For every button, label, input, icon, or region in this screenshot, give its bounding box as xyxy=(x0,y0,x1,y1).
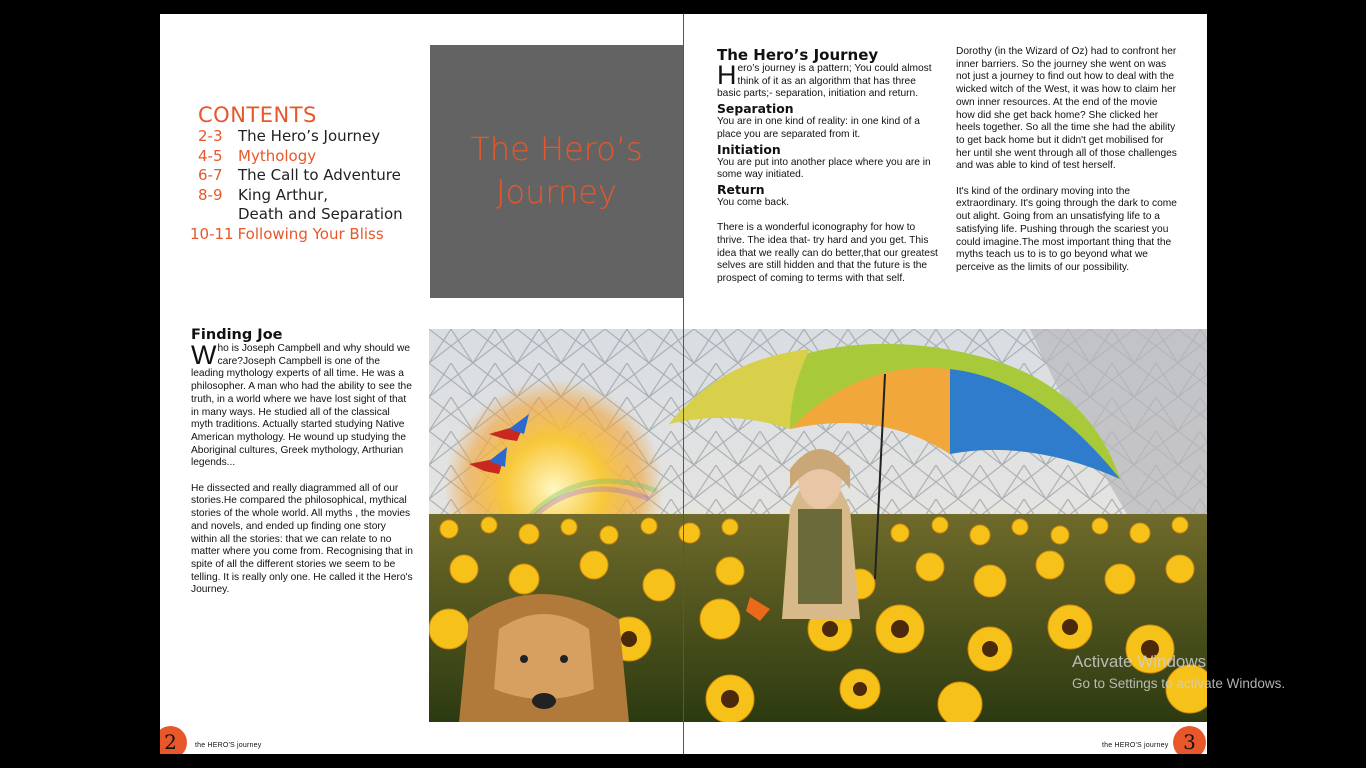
article-heading: Finding Joe xyxy=(191,327,283,343)
page-number: 2 xyxy=(160,726,187,754)
section-text-return: You come back. xyxy=(717,196,790,208)
article-heading: The Hero’s Journey xyxy=(717,46,879,64)
page-number: 3 xyxy=(1173,726,1206,754)
article-paragraph-1: ho is Joseph Campbell and why should we care?Joseph Campbell is one of the leading mythology experts of all time. He was a philosopher. A man who had the ability to see the truth, in a world where we have lost sight of that in many ways. He studied all of the classical myth traditions. Actually started studying Native American mythology. He wound up studying the Aboriginal cultures, Greek mythology, Arthurian legends... xyxy=(191,343,412,469)
toc-item[interactable] xyxy=(198,186,448,206)
article-paragraph-2: He dissected and really diagrammed all of our stories.He compared the philosophical, mythical stories of the whole world. All myths , the movies and novels, and ended up finding one story within all the stories: that we can relate to no matter where you come from. Recognising that in spite of all the different stories we seem to be telling. It is really only one. He called it the Hero's Journey. xyxy=(191,482,413,596)
heros-journey-article xyxy=(717,47,939,286)
section-title-return: Return xyxy=(717,181,765,197)
right-page xyxy=(684,14,1207,754)
activation-watermark xyxy=(1072,652,1285,691)
toc-page-range: 8-9 xyxy=(198,185,223,204)
toc-title: King Arthur, xyxy=(238,185,329,204)
col2-paragraph-2: It's kind of the ordinary moving into the extraordinary. It's going through the dark to come out alight. Going from an unsatisfying life to a satisfying life. Pushing through the scariest you could imagine.The most important thing that the myths teach us to is to go beyond what we perceive as the limits of our possibility. xyxy=(956,185,1177,273)
drop-cap: H xyxy=(717,60,737,90)
toc-page-range: 2-3 xyxy=(198,127,223,145)
footer-brand: the HERO'S journey xyxy=(1102,742,1169,749)
toc-page-range: 6-7 xyxy=(198,166,223,184)
toc-item[interactable] xyxy=(198,147,448,167)
watermark-title: Activate Windows xyxy=(1072,652,1207,671)
feature-title-line1: The Hero’s xyxy=(470,130,643,168)
section-title-initiation: Initiation xyxy=(717,141,781,157)
section-text-initiation: You are put into another place where you are in some way initiated. xyxy=(717,156,931,181)
toc-item[interactable] xyxy=(198,205,448,225)
article-body xyxy=(717,60,939,286)
drop-cap: W xyxy=(191,340,217,370)
finding-joe-article xyxy=(191,327,413,597)
feature-title-line2: Journey xyxy=(496,173,617,211)
toc-page-range: 4-5 xyxy=(198,146,223,165)
spread-illustration-left xyxy=(429,329,683,722)
toc-title: The Hero’s Journey xyxy=(238,127,381,145)
toc-item[interactable] xyxy=(198,166,448,186)
closing-paragraph: There is a wonderful iconography for how to thrive. The idea that- try hard and you get. This idea that we really can do better,that our greatest selves are still hidden and that the future is the prospect of coming to terms with that self. xyxy=(717,222,938,285)
toc-item[interactable] xyxy=(198,127,448,147)
feature-title-block xyxy=(430,45,683,298)
section-text-separation: You are in one kind of reality: in one kind of a place you are separated from it. xyxy=(717,116,920,140)
sunflower-field-image xyxy=(429,329,683,722)
section-title-separation: Separation xyxy=(717,101,794,117)
second-column xyxy=(956,46,1178,275)
feature-title xyxy=(430,128,683,214)
article-body xyxy=(191,340,413,597)
contents-title: CONTENTS xyxy=(198,103,317,127)
table-of-contents xyxy=(190,127,448,244)
watermark-subtitle: Go to Settings to activate Windows. xyxy=(1072,676,1286,691)
footer-brand: the HERO'S journey xyxy=(195,742,262,749)
intro-text: ero’s journey is a pattern; You could almost think of it as an algorithm that has three basic parts;- separation, initiation and return. xyxy=(717,63,932,100)
toc-title: Following Your Bliss xyxy=(237,224,384,243)
toc-title: The Call to Adventure xyxy=(238,166,401,184)
toc-title: Death and Separation xyxy=(238,205,403,223)
toc-item[interactable] xyxy=(190,224,448,245)
left-page xyxy=(160,14,683,754)
toc-page-range: 10-11 xyxy=(190,224,234,243)
col2-paragraph-1: Dorothy (in the Wizard of Oz) had to confront her inner barriers. So the journey she went on was not just a journey to find out how to deal with the wicked witch of the West, it was how to claim her own inner resources. At the end of the movie how did she get back home? She clicked her heels together. So all the time she had the ability to get back home but it didn't get mobilised for her until she went through all of those challenges and was able to kind of test herself. xyxy=(956,46,1177,172)
toc-title: Mythology xyxy=(238,146,317,165)
